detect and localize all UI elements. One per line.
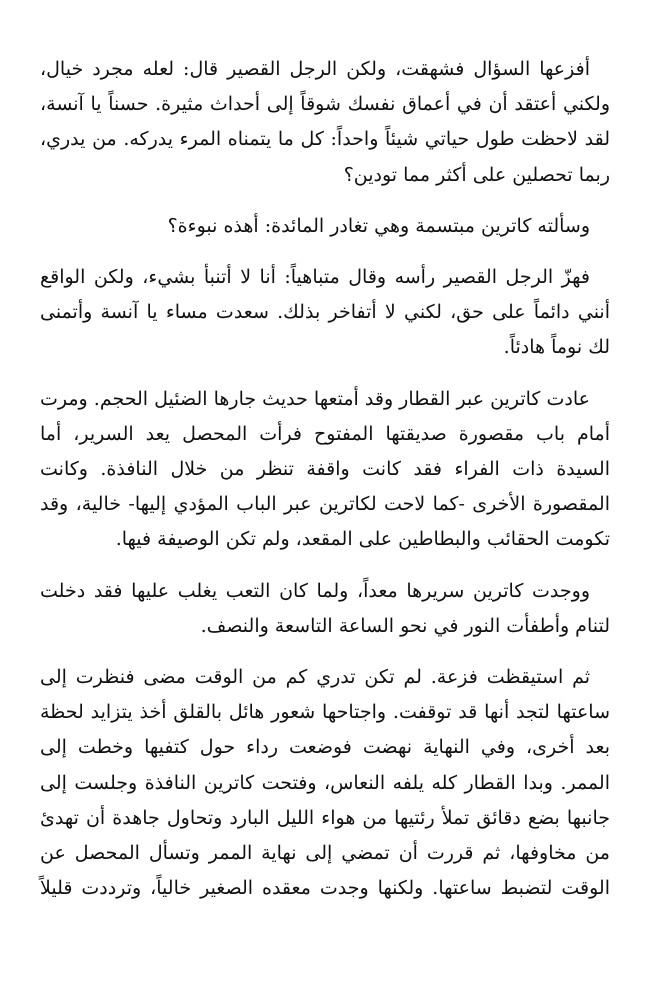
document-page <box>40 52 610 922</box>
paragraph-5: ووجدت كاترين سريرها معداً، ولما كان التعب يغلب عليها فقد دخلت لتنام وأطفأت النور في نحو الساعة التاسعة والنصف. <box>40 579 610 637</box>
paragraph-1: أفزعها السؤال فشهقت، ولكن الرجل القصير قال: لعله مجرد خيال، ولكني أعتقد أن في أعماق نفسك شوقاً إلى أحداث مثيرة. حسناً يا آنسة، لقد لاحظت طول حياتي شيئاً واحداً: كل ما يتمناه المرء يدركه. من يدري، ربما تحصلين على أكثر مما تودين؟ <box>40 58 610 186</box>
paragraph-3: فهزّ الرجل القصير رأسه وقال متباهياً: أنا لا أتنبأ بشيء، ولكن الواقع أنني دائماً على حق، لكني لا أتفاخر بذلك. سعدت مساء يا آنسة وأتمنى لك نوماً هادئاً. <box>40 266 610 359</box>
paragraph-6: ثم استيقظت فزعة. لم تكن تدري كم من الوقت مضى فنظرت إلى ساعتها لتجد أنها قد توقفت. واجتاحها شعور هائل بالقلق أخذ يتزايد لحظة بعد أخرى، وفي النهاية نهضت فوضعت رداء حول كتفيها وخطت إلى الممر. وبدا القطار كله يلفه النعاس، وفتحت كاترين النافذة وجلست إلى جانبها بضع دقائق تملأ رئتيها من هواء الليل البارد وتحاول جاهدة أن تهدئ من مخاوفها، ثم قررت أن تمضي إلى نهاية الممر وتسأل المحصل عن الوقت لتضبط ساعتها. ولكنها وجدت معقده الصغير خالياً، وترددت قليلاً <box>40 666 610 900</box>
paragraph-4: عادت كاترين عبر القطار وقد أمتعها حديث جارها الضئيل الحجم. ومرت أمام باب مقصورة صديقتها المفتوح فرأت المحصل يعد السرير، أما السيدة ذات الفراء فقد كانت واقفة تنظر من خلال النافذة. وكانت المقصورة الأخرى -كما لاحت لكاترين عبر الباب المؤدي إليها- خالية، وقد تكومت الحقائب والبطاطين على المقعد، ولم تكن الوصيفة فيها. <box>40 387 610 551</box>
paragraph-2: وسألته كاترين مبتسمة وهي تغادر المائدة: أهذه نبوءة؟ <box>167 214 590 237</box>
